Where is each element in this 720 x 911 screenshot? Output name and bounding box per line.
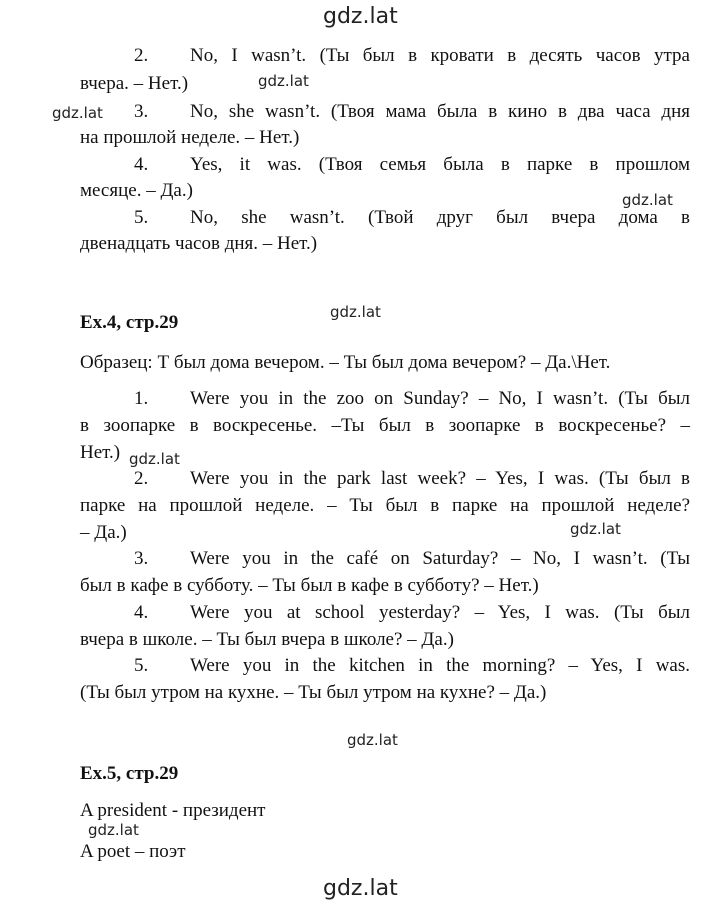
list-item-continuation: вчера. – Нет.) bbox=[80, 73, 189, 94]
vocab-line: A president - президент bbox=[80, 800, 266, 821]
list-item-continuation: вчера в школе. – Ты был вчера в школе? – Да.) bbox=[80, 629, 454, 650]
section-heading: Ex.4, стр.29 bbox=[80, 312, 179, 333]
list-item-continuation: в зоопарке в воскресенье. –Ты был в зоопарке в воскресенье? – bbox=[80, 415, 690, 436]
list-item-continuation: был в кафе в субботу. – Ты был в кафе в субботу? – Нет.) bbox=[80, 575, 539, 596]
watermark: gdz.lat bbox=[258, 72, 309, 90]
section-heading: Ex.5, стр.29 bbox=[80, 763, 179, 784]
list-item-continuation: на прошлой неделе. – Нет.) bbox=[80, 127, 300, 148]
list-item: 2. No, I wasn’t. (Ты был в кровати в десять часов утра bbox=[134, 45, 690, 66]
watermark: gdz.lat bbox=[52, 104, 103, 122]
list-item: 2. Were you in the park last week? – Yes, I was. (Ты был в bbox=[134, 468, 690, 489]
list-item: 5. Were you in the kitchen in the morning? – Yes, I was. bbox=[134, 655, 690, 676]
watermark: gdz.lat bbox=[323, 876, 398, 901]
list-item: 3. No, she wasn’t. (Твоя мама была в кино в два часа дня bbox=[134, 101, 690, 122]
list-item-continuation: (Ты был утром на кухне. – Ты был утром на кухне? – Да.) bbox=[80, 682, 547, 703]
watermark: gdz.lat bbox=[622, 191, 673, 209]
list-item: 4. Yes, it was. (Твоя семья была в парке в прошлом bbox=[134, 154, 690, 175]
sample-line: Образец: Т был дома вечером. – Ты был дома вечером? – Да.\Нет. bbox=[80, 352, 611, 373]
watermark: gdz.lat bbox=[330, 303, 381, 321]
watermark: gdz.lat bbox=[323, 4, 398, 29]
list-item-continuation: двенадцать часов дня. – Нет.) bbox=[80, 233, 318, 254]
vocab-line: A poet – поэт bbox=[80, 841, 186, 862]
watermark: gdz.lat bbox=[570, 520, 621, 538]
watermark: gdz.lat bbox=[88, 821, 139, 839]
list-item: 5. No, she wasn’t. (Твой друг был вчера дома в bbox=[134, 207, 690, 228]
list-item-continuation: месяце. – Да.) bbox=[80, 180, 193, 201]
list-item-continuation: Нет.) bbox=[80, 442, 121, 463]
watermark: gdz.lat bbox=[347, 731, 398, 749]
list-item: 1. Were you in the zoo on Sunday? – No, I wasn’t. (Ты был bbox=[134, 388, 690, 409]
list-item-continuation: – Да.) bbox=[80, 522, 127, 543]
list-item: 3. Were you in the café on Saturday? – No, I wasn’t. (Ты bbox=[134, 548, 690, 569]
list-item: 4. Were you at school yesterday? – Yes, I was. (Ты был bbox=[134, 602, 690, 623]
list-item-continuation: парке на прошлой неделе. – Ты был в парке на прошлой неделе? bbox=[80, 495, 690, 516]
watermark: gdz.lat bbox=[129, 450, 180, 468]
